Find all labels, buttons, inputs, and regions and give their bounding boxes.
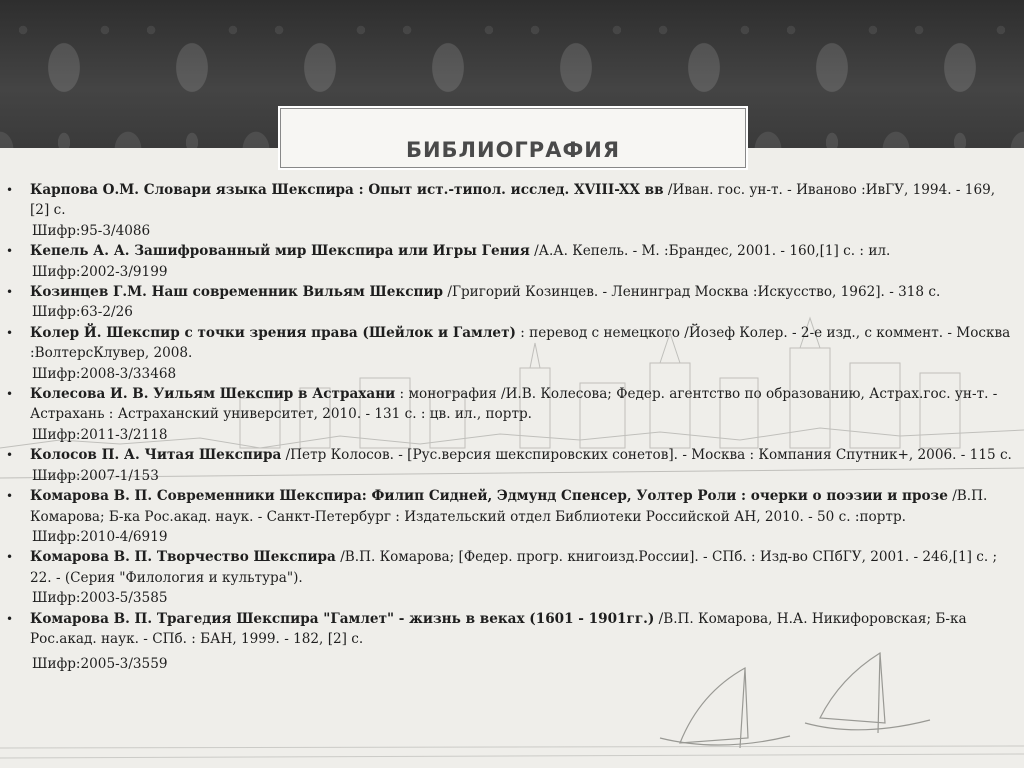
- list-item: [6, 323, 1016, 384]
- entry-details: : монография /И.В. Колесова; Федер. агентство по образованию, Астрах.гос. ун-т. - Астрахань : Астраханский университет, 2010. - 131 с. : цв. ил., портр.: [30, 386, 998, 423]
- title-box: [278, 106, 748, 170]
- entry-title: Комарова В. П. Творчество Шекспира: [30, 549, 336, 566]
- entry-cipher: Шифр:2011-3/2118: [32, 426, 168, 443]
- entry-title: Колосов П. А. Читая Шекспира: [30, 447, 282, 464]
- list-item: [6, 241, 1016, 282]
- entry-cipher: Шифр:2005-3/3559: [32, 656, 168, 673]
- entry-details: /В.П. Комарова; [Федер. прогр. книгоизд.России]. - СПб. : Изд-во СПбГУ, 2001. - 246,[1] с. ; 22. - (Серия "Филология и культура").: [30, 549, 998, 586]
- bibliography-list: [6, 180, 1016, 675]
- list-item: [6, 384, 1016, 445]
- page-title: БИБЛИОГРАФИЯ: [405, 138, 621, 162]
- entry-details: /В.П. Комарова; Б-ка Рос.акад. наук. - Санкт-Петербург : Издательский отдел Библиотеки Российской АН, 2010. - 50 с. :портр.: [30, 488, 988, 525]
- list-item: [6, 445, 1016, 486]
- entry-cipher: Шифр:95-3/4086: [32, 222, 151, 239]
- entry-details: : перевод с немецкого /Йозеф Колер. - 2-е изд., с коммент. - Москва :ВолтерсКлувер, 2008.: [30, 324, 1011, 362]
- bullet-icon: •: [6, 611, 14, 626]
- entry-cipher: Шифр:2010-4/6919: [32, 528, 168, 545]
- entry-cipher: Шифр:2003-5/3585: [32, 590, 168, 607]
- list-item: [6, 609, 1016, 675]
- bullet-icon: •: [6, 550, 14, 565]
- bullet-icon: •: [6, 325, 14, 340]
- list-item: [6, 180, 1016, 241]
- bullet-icon: •: [6, 285, 14, 300]
- entry-details: /А.А. Кепель. - М. :Брандес, 2001. - 160,[1] с. : ил.: [529, 243, 891, 260]
- entry-title: Колер Й. Шекспир с точки зрения права (Шейлок и Гамлет): [30, 324, 516, 341]
- list-item: [6, 282, 1016, 323]
- bullet-icon: •: [6, 183, 14, 197]
- entry-cipher: Шифр:2008-3/33468: [32, 365, 177, 382]
- entry-details: /Петр Колосов. - [Рус.версия шекспировских сонетов]. - Москва : Компания Спутник+, 2006. - 115 с.: [281, 447, 1012, 464]
- bullet-icon: •: [6, 448, 14, 463]
- entry-title: Карпова О.М. Словари языка Шекспира : Опыт ист.-типол. исслед. XVIII-XX вв: [30, 182, 664, 198]
- entry-details: /Иван. гос. ун-т. - Иваново :ИвГУ, 1994. - 169, [2] с.: [30, 182, 996, 219]
- entry-title: Колесова И. В. Уильям Шекспир в Астрахани: [30, 386, 396, 403]
- entry-title: Комарова В. П. Современники Шекспира: Филип Сидней, Эдмунд Спенсер, Уолтер Роли : очерки о поэзии и прозе: [30, 488, 948, 505]
- entry-cipher: Шифр:2007-1/153: [32, 467, 159, 484]
- entry-details: /Григорий Козинцев. - Ленинград Москва :Искусство, 1962]. - 318 с.: [443, 284, 941, 301]
- entry-title: Комарова В. П. Трагедия Шекспира "Гамлет" - жизнь в веках (1601 - 1901гг.): [30, 610, 655, 627]
- bullet-icon: •: [6, 387, 14, 402]
- entry-title: Кепель А. А. Зашифрованный мир Шекспира или Игры Гения: [30, 243, 530, 260]
- bullet-icon: •: [6, 244, 14, 259]
- entry-details: /В.П. Комарова, Н.А. Никифоровская; Б-ка Рос.акад. наук. - СПб. : БАН, 1999. - 182, [2] с.: [30, 610, 967, 647]
- bullet-icon: •: [6, 489, 14, 504]
- entry-cipher: Шифр:2002-3/9199: [32, 263, 168, 280]
- entry-title: Козинцев Г.М. Наш современник Вильям Шекспир: [30, 284, 444, 301]
- list-item: [6, 486, 1016, 547]
- entry-cipher: Шифр:63-2/26: [32, 304, 133, 321]
- list-item: [6, 547, 1016, 608]
